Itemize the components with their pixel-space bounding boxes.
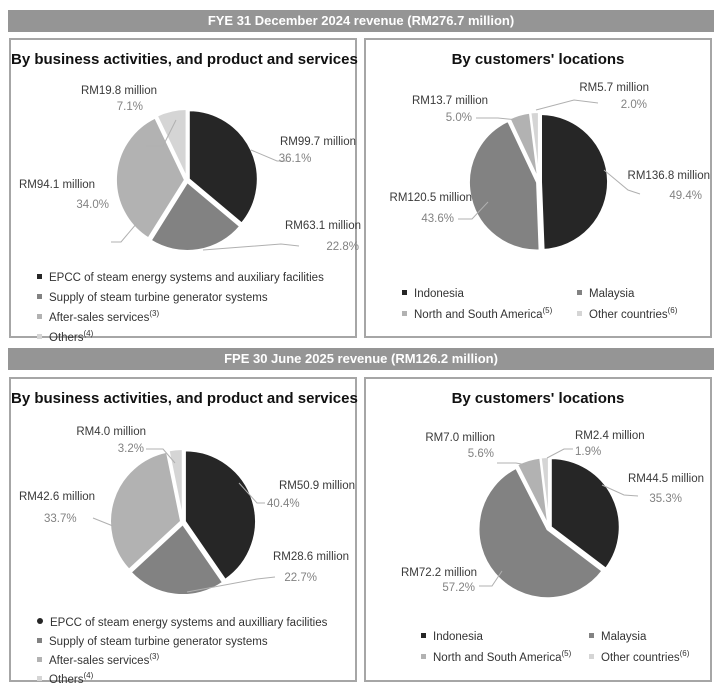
section-header-fpe2025: FPE 30 June 2025 revenue (RM126.2 million) [8, 348, 714, 370]
slice-label-value: RM2.4 million [575, 430, 645, 442]
slice-label-value: RM13.7 million [411, 95, 488, 107]
slice-label-value: RM99.7 million [279, 136, 356, 148]
panel-fpe2025-locations [364, 377, 712, 682]
slice-label-value: RM94.1 million [19, 179, 96, 191]
legend-item: Supply of steam turbine generator systems [37, 628, 327, 647]
leader-line [547, 449, 573, 458]
pie-slices [478, 457, 619, 598]
slice-label-value: RM63.1 million [284, 220, 361, 232]
legend-bullet-icon [421, 654, 426, 659]
legend-item: After-sales services$^{(3)}$ [37, 647, 327, 666]
legend-item: EPCC of steam energy systems and auxiliary facilities [37, 264, 324, 284]
legend-item: North and South America$^{(5)}$ [421, 643, 589, 664]
legend-bullet-icon [37, 314, 42, 319]
slice-label-pct: 40.4% [267, 498, 300, 510]
legend-bullet-icon [589, 654, 594, 659]
legend-bullet-icon [37, 274, 42, 279]
slice-label-pct: 33.7% [44, 513, 77, 525]
slice-label-value: RM72.2 million [400, 567, 477, 579]
panel-fye2024-locations [364, 38, 712, 338]
chart-title: By business activities, and product and services [11, 51, 358, 68]
legend [402, 279, 677, 321]
slice-label-pct: 3.2% [117, 443, 144, 455]
slice-label-value: RM42.6 million [19, 491, 96, 503]
legend-bullet-icon [37, 334, 42, 339]
panel-fye2024-business [9, 38, 361, 344]
legend [421, 622, 689, 664]
slice-label-value: RM4.0 million [76, 426, 146, 438]
legend-bullet-icon [577, 311, 582, 316]
pie-slices [116, 109, 258, 251]
pie-slices [110, 449, 256, 595]
legend-bullet-icon [577, 290, 582, 295]
slice-label-value: RM7.0 million [425, 432, 495, 444]
legend-item: Supply of steam turbine generator systems [37, 284, 324, 304]
legend-item: Other countries$^{(6)}$ [577, 300, 677, 321]
legend-item: Other countries$^{(6)}$ [589, 643, 689, 664]
legend-item: North and South America$^{(5)}$ [402, 300, 577, 321]
slice-label-value: RM28.6 million [272, 551, 349, 563]
slice-label-value: RM136.8 million [627, 170, 710, 182]
slice-label-value: RM50.9 million [278, 480, 355, 492]
section-header-fye2024: FYE 31 December 2024 revenue (RM276.7 million) [8, 10, 714, 32]
slice-label-pct: 2.0% [620, 99, 647, 111]
slice-label-pct: 22.7% [284, 572, 317, 584]
slice-label-value: RM120.5 million [389, 192, 472, 204]
slice-label-pct: 5.6% [467, 448, 494, 460]
legend-item: Others$^{(4)}$ [37, 666, 327, 685]
slice-label-value: RM44.5 million [627, 473, 704, 485]
legend-bullet-icon [37, 618, 43, 624]
legend-bullet-icon [37, 638, 42, 643]
legend-bullet-icon [37, 657, 42, 662]
legend-item: Indonesia [421, 622, 589, 643]
chart-title: By customers' locations [451, 390, 625, 407]
legend-item: After-sales services$^{(3)}$ [37, 304, 324, 324]
legend-item: Malaysia [577, 279, 677, 300]
slice-label-value: RM19.8 million [80, 85, 157, 97]
legend-bullet-icon [37, 676, 42, 681]
slice-label-pct: 43.6% [421, 213, 454, 225]
legend-bullet-icon [421, 633, 426, 638]
panel-fpe2025-business [9, 377, 358, 686]
legend-bullet-icon [37, 294, 42, 299]
pie-slice [541, 114, 608, 250]
legend-bullet-icon [402, 311, 407, 316]
slice-label-pct: 7.1% [116, 101, 143, 113]
slice-label-value: RM5.7 million [579, 82, 649, 94]
slice-label-pct: 5.0% [445, 112, 472, 124]
legend [37, 264, 324, 344]
legend-item: Indonesia [402, 279, 577, 300]
chart-title: By customers' locations [451, 51, 625, 68]
slice-label-pct: 35.3% [649, 493, 682, 505]
legend-item: Malaysia [589, 622, 689, 643]
legend-item: Others$^{(4)}$ [37, 324, 324, 344]
slice-label-pct: 57.2% [442, 582, 475, 594]
slice-label-pct: 36.1% [278, 153, 312, 165]
slice-label-pct: 1.9% [575, 446, 602, 458]
legend-bullet-icon [402, 290, 407, 295]
legend [37, 609, 327, 685]
slice-label-pct: 34.0% [76, 199, 109, 211]
legend-bullet-icon [589, 633, 594, 638]
chart-title: By business activities, and product and services [11, 390, 358, 407]
pie-slices [469, 112, 608, 250]
slice-label-pct: 22.8% [326, 241, 359, 253]
slice-label-pct: 49.4% [669, 190, 702, 202]
legend-item: EPCC of steam energy systems and auxilliary facilities [37, 609, 327, 628]
